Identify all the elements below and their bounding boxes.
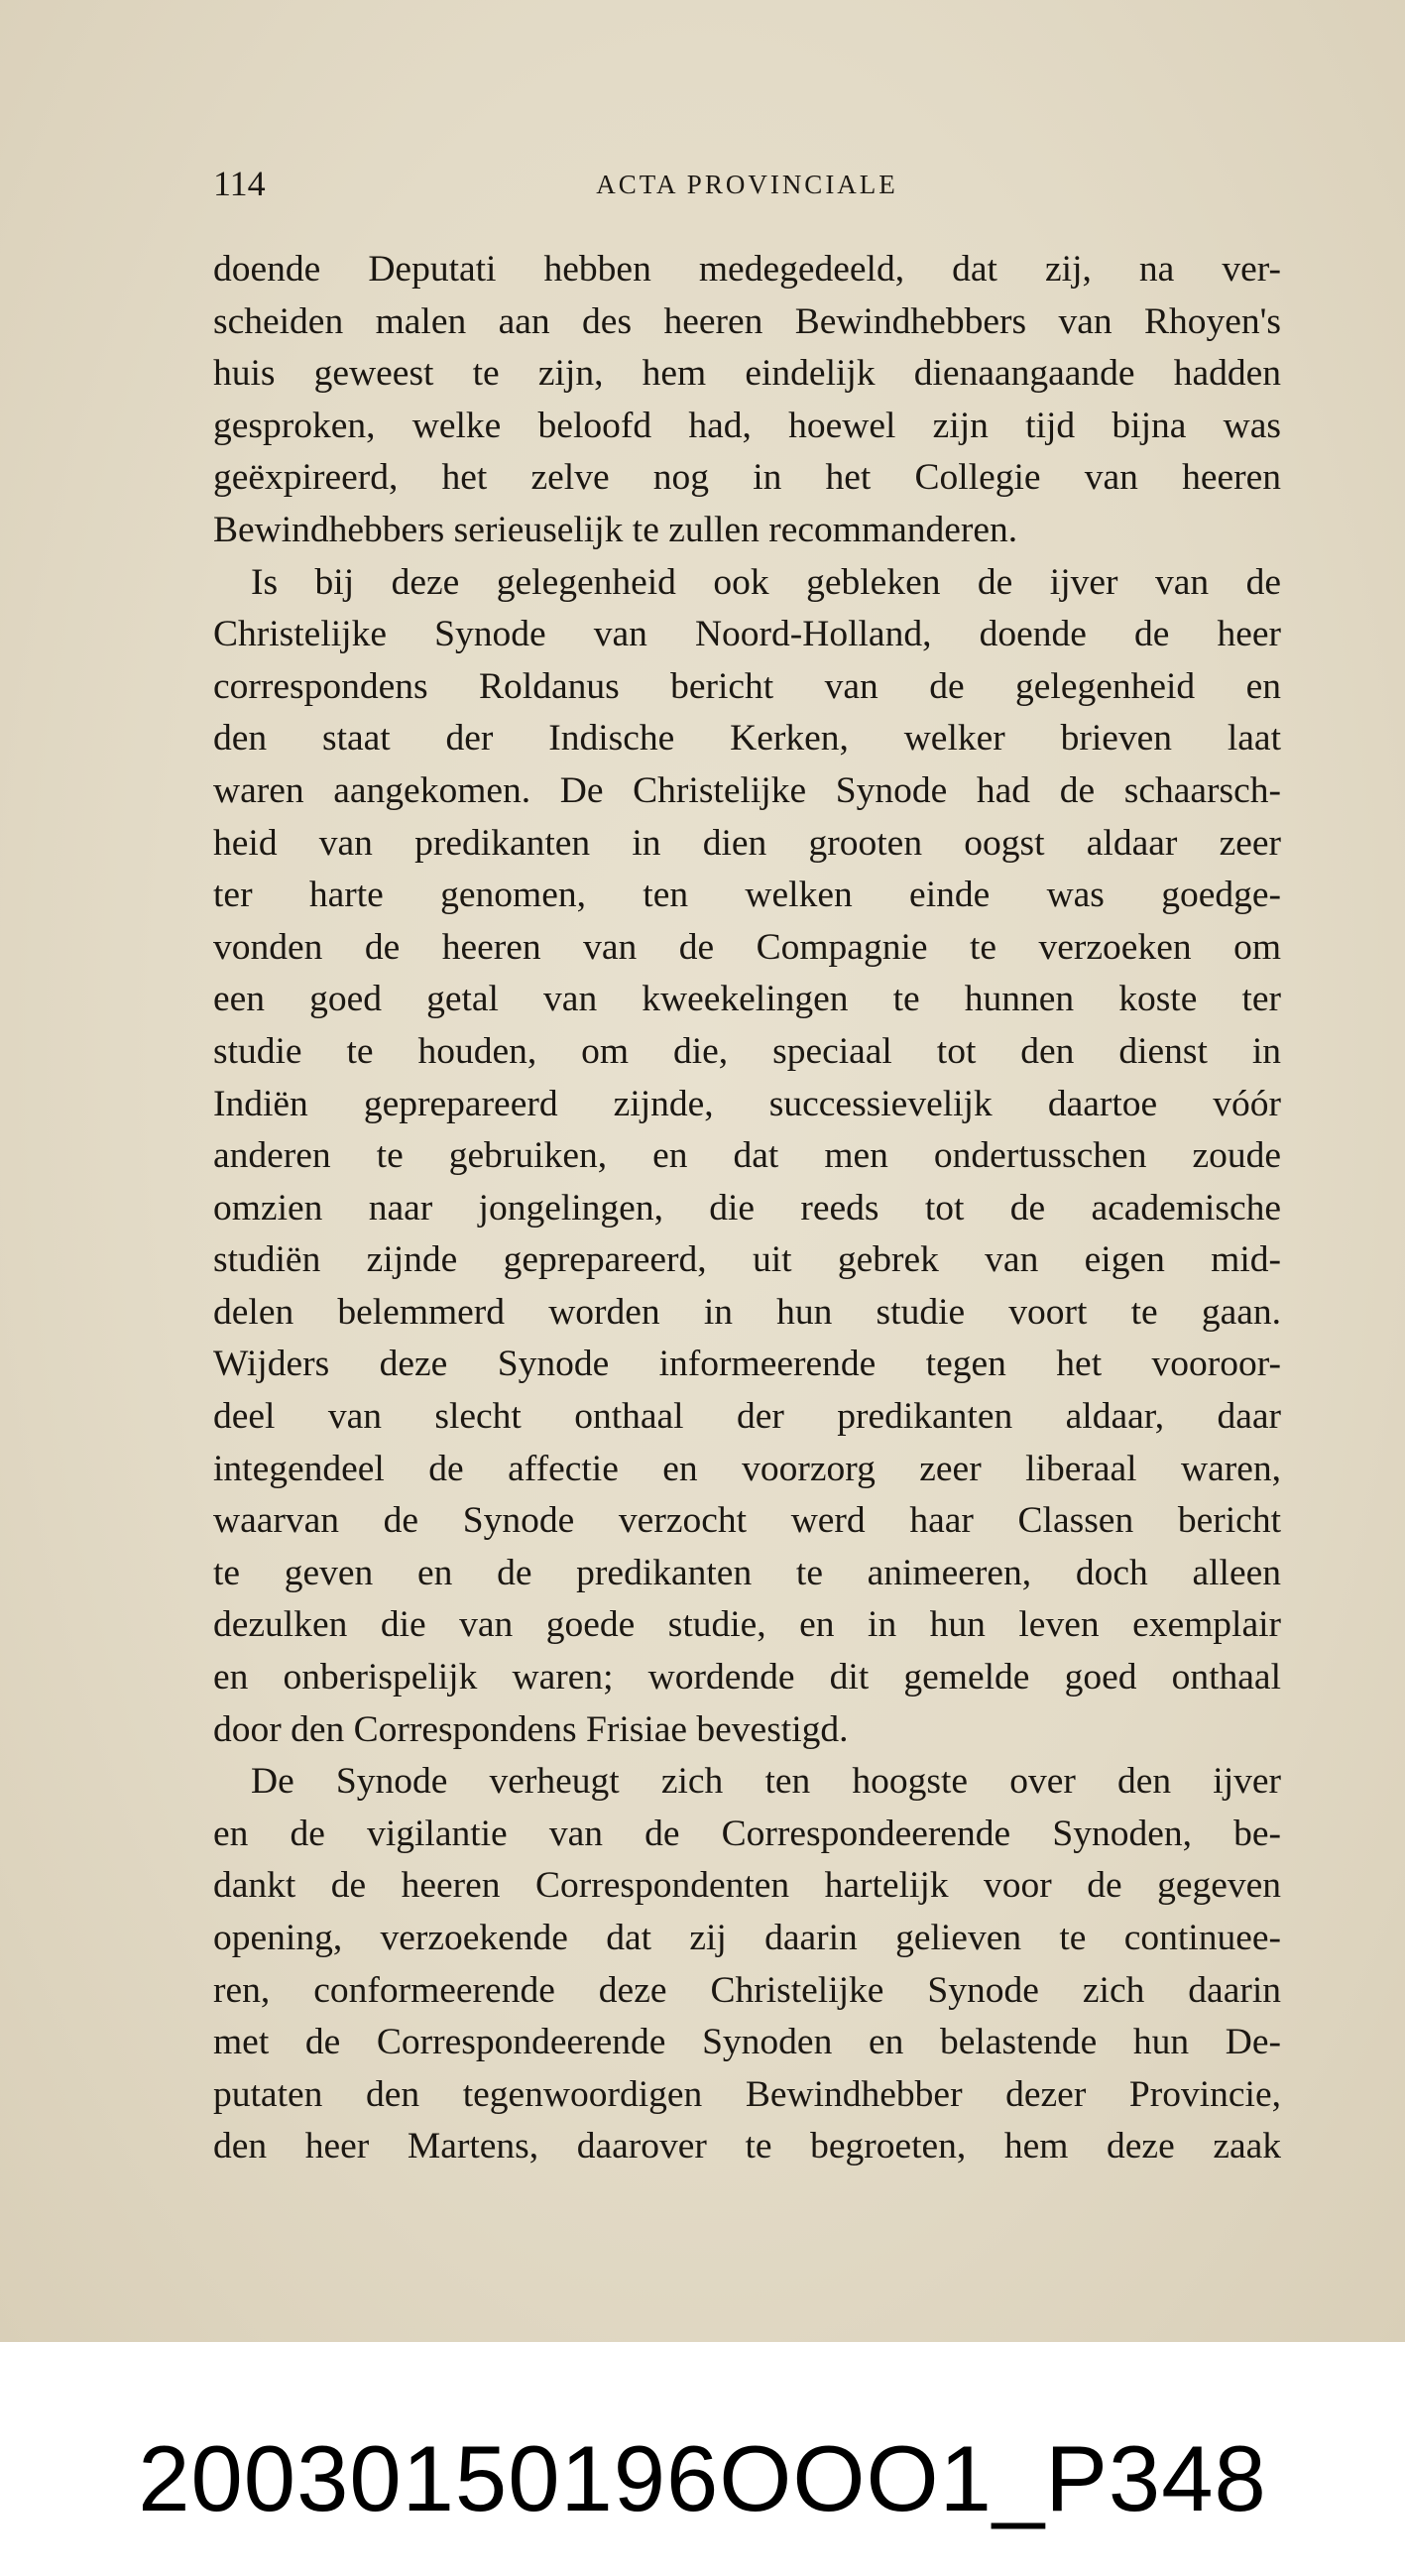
text-line: correspondens Roldanus bericht van de gelegenheid en	[213, 665, 1281, 707]
text-line: putaten den tegenwoordigen Bewindhebber dezer Provincie,	[213, 2073, 1281, 2115]
text-line: ter harte genomen, ten welken einde was goedge-	[213, 875, 1281, 916]
text-line: vonden de heeren van de Compagnie te verzoeken om	[213, 926, 1281, 968]
paragraph-2	[213, 557, 1281, 1757]
text-line: een goed getal van kweekelingen te hunnen koste ter	[213, 979, 1281, 1020]
text-line: Bewindhebbers serieuselijk te zullen recommanderen.	[213, 509, 1018, 550]
body-text	[213, 244, 1281, 2173]
text-line: gesproken, welke beloofd had, hoewel zijn tijd bijna was	[213, 405, 1281, 446]
text-line: opening, verzoekende dat zij daarin gelieven te continuee-	[213, 1918, 1281, 1958]
text-line: den heer Martens, daarover te begroeten, hem deze zaak	[213, 2126, 1281, 2167]
text-line: doende Deputati hebben medegedeeld, dat zij, na ver-	[213, 249, 1281, 290]
text-line: deel van slecht onthaal der predikanten aldaar, daar	[213, 1396, 1281, 1438]
text-line: Is bij deze gelegenheid ook gebleken de ijver van de	[251, 561, 1281, 603]
text-line: te geven en de predikanten te animeeren, doch alleen	[213, 1552, 1281, 1593]
text-line: en onberispelijk waren; wordende dit gemelde goed onthaal	[213, 1657, 1281, 1698]
text-line: geëxpireerd, het zelve nog in het Collegie van heeren	[213, 457, 1281, 499]
text-line: studiën zijnde geprepareerd, uit gebrek van eigen mid-	[213, 1239, 1281, 1281]
text-line: Indiën geprepareerd zijnde, successievelijk daartoe vóór	[213, 1083, 1281, 1124]
text-line: heid van predikanten in dien grooten oogst aldaar zeer	[213, 822, 1281, 864]
text-line: met de Correspondeerende Synoden en belastende hun De-	[213, 2022, 1281, 2063]
text-line: integendeel de affectie en voorzorg zeer liberaal waren,	[213, 1448, 1281, 1489]
text-line: huis geweest te zijn, hem eindelijk dienaangaande hadden	[213, 353, 1281, 395]
page-number: 114	[213, 164, 266, 203]
text-line: Christelijke Synode van Noord-Holland, doende de heer	[213, 614, 1281, 655]
text-line: delen belemmerd worden in hun studie voort te gaan.	[213, 1291, 1281, 1333]
paragraph-1	[213, 244, 1281, 557]
text-line: dezulken die van goede studie, en in hun leven exemplair	[213, 1604, 1281, 1646]
text-line: den staat der Indische Kerken, welker brieven laat	[213, 718, 1281, 760]
text-line: en de vigilantie van de Correspondeerende Synoden, be-	[213, 1813, 1281, 1854]
image-id-caption: 20030150196OOO1_P348	[138, 2426, 1267, 2530]
text-line: waarvan de Synode verzocht werd haar Classen bericht	[213, 1500, 1281, 1542]
text-line: omzien naar jongelingen, die reeds tot de academische	[213, 1187, 1281, 1229]
text-line: De Synode verheugt zich ten hoogste over den ijver	[251, 1761, 1281, 1803]
text-line: dankt de heeren Correspondenten hartelijk voor de gegeven	[213, 1865, 1281, 1907]
text-line: ren, conformeerende deze Christelijke Synode zich daarin	[213, 1969, 1281, 2011]
text-line: anderen te gebruiken, en dat men ondertusschen zoude	[213, 1135, 1281, 1177]
page-header	[213, 159, 1281, 208]
text-line: scheiden malen aan des heeren Bewindhebbers van Rhoyen's	[213, 300, 1281, 342]
paragraph-3	[213, 1756, 1281, 2173]
text-line: studie te houden, om die, speciaal tot den dienst in	[213, 1030, 1281, 1072]
running-head: ACTA PROVINCIALE	[596, 170, 898, 199]
text-line: waren aangekomen. De Christelijke Synode had de schaarsch-	[213, 769, 1281, 811]
text-line: Wijders deze Synode informeerende tegen het vooroor-	[213, 1344, 1281, 1385]
text-line: door den Correspondens Frisiae bevestigd.	[213, 1708, 849, 1750]
